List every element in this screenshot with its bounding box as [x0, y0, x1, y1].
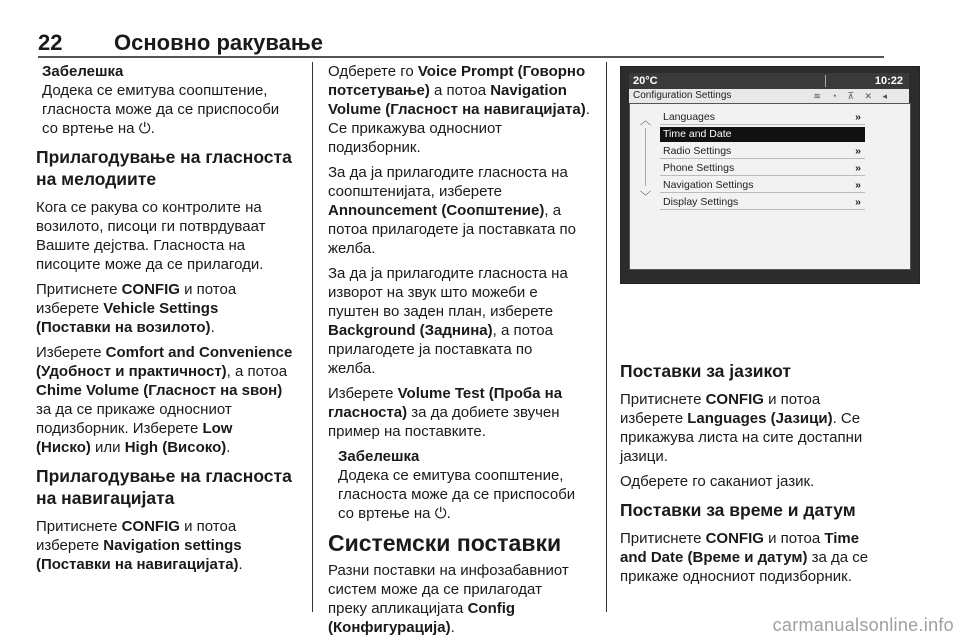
text: пример на поставките. [328, 423, 486, 440]
infotainment-screenshot [620, 66, 920, 284]
menu-ref: потсетување) [328, 82, 430, 99]
note-line: гласноста може да се приспособи [42, 101, 280, 118]
text: соопштенијата, изберете [328, 183, 503, 200]
menu-ref: Voice Prompt (Говорно [417, 63, 586, 80]
screen-menu-area [629, 103, 911, 270]
paragraph [620, 390, 920, 466]
paragraph [36, 343, 308, 457]
heading-system-settings: Системски поставки [328, 530, 562, 556]
text: Вашите дејства. Гласноста на [36, 237, 246, 254]
config-key: CONFIG [705, 530, 764, 547]
screen-title-bar [629, 89, 909, 103]
text: а потоа [429, 82, 491, 99]
text: подизборник. [328, 139, 421, 156]
paragraph: Одберете го саканиот јазик. [620, 473, 815, 490]
note-line: Додека се емитува соопштение, [338, 467, 564, 484]
text: за да добиете звучен [407, 404, 560, 421]
config-key: CONFIG [705, 391, 764, 408]
text: изберете [36, 537, 104, 554]
text: . [585, 101, 590, 118]
status-icons: ≋ ◔ ⊼ ✕ ◂ [813, 91, 891, 101]
menu-ref: Navigation settings [103, 537, 242, 554]
heading-line: Прилагодување на гласноста [36, 147, 292, 167]
paragraph [328, 384, 602, 441]
column-divider-1 [312, 62, 313, 612]
note-line: Додека се емитува соопштение, [42, 82, 268, 99]
paragraph [328, 62, 602, 157]
menu-ref: Vehicle Settings [103, 300, 219, 317]
knob-icon: ⏻ [138, 120, 151, 137]
menu-ref: Volume (Гласност на навигацијата) [328, 101, 586, 118]
menu-item-label: Time and Date [663, 128, 732, 140]
menu-item-label: Radio Settings [663, 145, 732, 157]
text: Се прикажува односниот [328, 120, 502, 137]
note-text: со вртење на [338, 505, 431, 522]
menu-ref: Announcement (Соопштение) [328, 202, 545, 219]
menu-item-label: Phone Settings [663, 162, 735, 174]
header-rule [38, 56, 884, 58]
chevron-right-icon: » [855, 196, 861, 208]
note-line [42, 119, 308, 138]
temperature: 20°C [633, 75, 658, 87]
note-text: со вртење на [42, 120, 135, 137]
text: , а потоа [226, 363, 288, 380]
heading-line: Прилагодување на гласноста [36, 466, 292, 486]
menu-ref: (Поставки на возилото) [36, 319, 211, 336]
text: Разни поставки на инфозабавниот [328, 562, 569, 579]
menu-ref: Background (Заднина) [328, 322, 493, 339]
text: изворот на звук што можеби е [328, 284, 538, 301]
text: или [90, 439, 125, 456]
text: , а потоа [492, 322, 553, 339]
page-number: 22 [38, 30, 63, 55]
menu-item-label: Languages [663, 111, 715, 123]
text: систем може да се прилагодат [328, 581, 542, 598]
page-title: Основно ракување [114, 30, 323, 55]
paragraph [620, 529, 920, 586]
text: Притиснете [620, 391, 706, 408]
paragraph [36, 198, 308, 274]
text: Притиснете [36, 281, 122, 298]
config-key: CONFIG [121, 281, 180, 298]
menu-item[interactable] [660, 161, 865, 176]
settings-menu-list [660, 110, 865, 212]
menu-ref: Chime Volume (Гласност на ѕвон) [36, 382, 283, 399]
text: прикажува листа на сите достапни [620, 429, 863, 446]
note-line [338, 504, 602, 523]
column-2 [328, 62, 602, 643]
menu-item[interactable] [660, 144, 865, 159]
text: изберете [36, 300, 104, 317]
scroll-up-icon[interactable]: ︿ [640, 115, 651, 127]
scroll-track [645, 128, 646, 186]
text: . [210, 319, 215, 336]
column-3 [620, 66, 920, 592]
column-divider-2 [606, 62, 607, 612]
chevron-right-icon: » [855, 145, 861, 157]
text: За да ја прилагодите гласноста на [328, 164, 568, 181]
menu-item[interactable] [660, 127, 865, 142]
menu-ref: and Date (Време и датум) [620, 549, 808, 566]
text: изберете [620, 410, 688, 427]
menu-item[interactable] [660, 195, 865, 210]
text: За да ја прилагодите гласноста на [328, 265, 568, 282]
page-header [0, 0, 960, 54]
menu-ref: (Ниско) [36, 439, 91, 456]
heading-line: на навигацијата [36, 488, 175, 508]
paragraph [328, 561, 602, 637]
menu-ref: Comfort and Convenience [105, 344, 293, 361]
text: јазици. [620, 448, 668, 465]
clock: 10:22 [874, 75, 903, 87]
menu-item[interactable] [660, 178, 865, 193]
status-separator [825, 75, 826, 87]
text: возилото, писоци ги потврдуваат [36, 218, 266, 235]
menu-ref: Languages (Јазици) [687, 410, 833, 427]
text: . [238, 556, 243, 573]
text: и потоа [179, 281, 237, 298]
text: прикаже односниот подизборник. [620, 568, 852, 585]
note-1 [36, 62, 308, 138]
menu-ref: Config [467, 600, 516, 617]
text: желба. [328, 360, 376, 377]
text: . [226, 439, 231, 456]
note-title: Забелешка [338, 448, 420, 465]
text: за да се [807, 549, 869, 566]
paragraph [328, 163, 602, 258]
text: Притиснете [36, 518, 122, 535]
heading-melodies-volume [36, 146, 308, 190]
text: подизборник. Изберете [36, 420, 203, 437]
screen-title: Configuration Settings [633, 90, 732, 101]
text: писоците може да се прилагоди. [36, 256, 264, 273]
text: потоа прилагодете ја поставката по [328, 221, 576, 238]
menu-ref: Low [202, 420, 233, 437]
text: пуштен во заден план, изберете [328, 303, 554, 320]
watermark: carmanualsonline.info [772, 615, 954, 635]
menu-ref: Navigation [490, 82, 567, 99]
menu-item-label: Navigation Settings [663, 179, 754, 191]
text: . [450, 619, 455, 636]
menu-ref: High (Високо) [124, 439, 227, 456]
menu-ref: (Поставки на навигацијата) [36, 556, 239, 573]
menu-ref: (Конфигурација) [328, 619, 451, 636]
paragraph [328, 264, 602, 378]
column-1 [36, 62, 308, 580]
text: и потоа [763, 391, 821, 408]
menu-ref: Time [824, 530, 860, 547]
text: прилагодете ја поставката по [328, 341, 533, 358]
text: и потоа [179, 518, 237, 535]
status-bar [629, 73, 909, 89]
text: Одберете го [328, 63, 418, 80]
paragraph [36, 280, 308, 337]
text: преку апликацијата [328, 600, 468, 617]
config-key: CONFIG [121, 518, 180, 535]
note-line: гласноста може да се приспособи [338, 486, 576, 503]
note-title: Забелешка [42, 63, 124, 80]
chevron-right-icon: » [855, 111, 861, 123]
text: и потоа [763, 530, 825, 547]
paragraph [36, 517, 308, 574]
text: Изберете [36, 344, 106, 361]
text: Изберете [328, 385, 398, 402]
chevron-right-icon: » [855, 179, 861, 191]
menu-ref: Volume Test (Проба на [397, 385, 563, 402]
text: . Се [832, 410, 861, 427]
text: , а [544, 202, 562, 219]
menu-ref: (Удобност и практичност) [36, 363, 227, 380]
note-2 [328, 447, 602, 523]
menu-ref: гласноста) [328, 404, 408, 421]
menu-item[interactable] [660, 110, 865, 125]
heading-language-settings: Поставки за јазикот [620, 361, 791, 381]
heading-time-date-settings: Поставки за време и датум [620, 500, 856, 520]
text: желба. [328, 240, 376, 257]
knob-icon: ⏻ [434, 505, 447, 522]
heading-line: на мелодиите [36, 169, 157, 189]
scroll-down-icon[interactable]: ﹀ [640, 191, 651, 203]
note-text: . [150, 120, 155, 137]
text: Кога се ракува со контролите на [36, 199, 262, 216]
menu-item-label: Display Settings [663, 196, 739, 208]
heading-navigation-volume [36, 465, 308, 509]
text: за да се прикаже односниот [36, 401, 232, 418]
chevron-right-icon: » [855, 162, 861, 174]
note-text: . [446, 505, 451, 522]
text: Притиснете [620, 530, 706, 547]
